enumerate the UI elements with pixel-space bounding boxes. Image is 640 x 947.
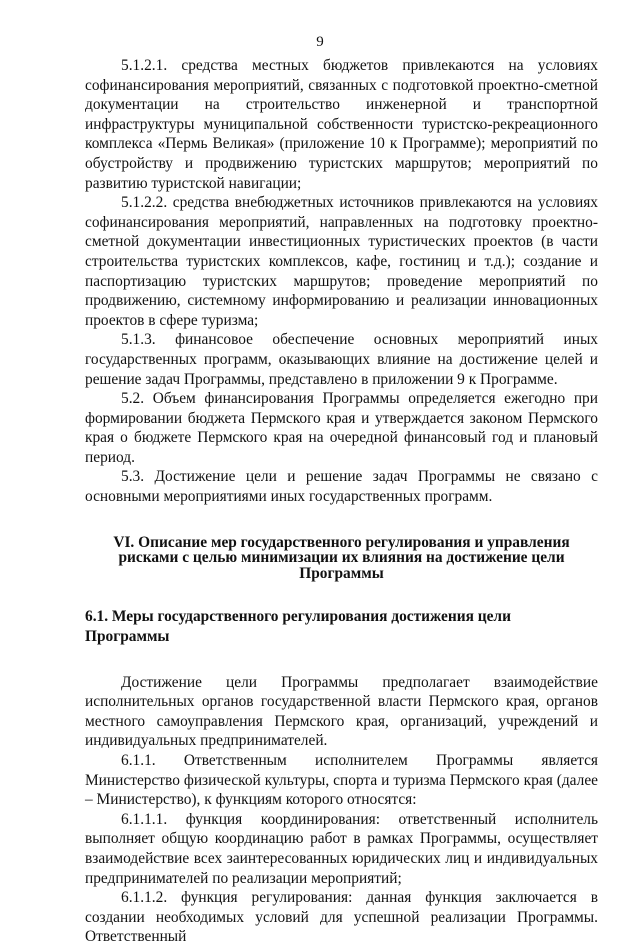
paragraph-intro: Достижение цели Программы предполагает взаимодействие исполнительных органов государственной власти Пермского края, органов местного самоуправления Пермского края, организаций, учреждений и индивидуальных предпринимателей. — [85, 673, 598, 750]
page-number: 9 — [316, 34, 324, 50]
paragraph-5-1-2-2: 5.1.2.2. средства внебюджетных источников привлекаются на условиях софинансирования мероприятий, направленных на подготовку проектно-сметной документации инвестиционных туристических проектов (в части строительства туристских комплексов, кафе, гостиниц и т.д.); создание и паспортизацию туристских маршрутов; проведение мероприятий по продвижению, системному информированию и реализации инновационных проектов в сфере туризма; — [85, 194, 598, 329]
paragraph-6-1-1-1: 6.1.1.1. функция координирования: ответственный исполнитель выполняет общую координацию работ в рамках Программы, осуществляет взаимодействие всех заинтересованных юридических лиц и индивидуальных предпринимателей по реализации мероприятий; — [85, 810, 598, 887]
section-title: VI. Описание мер государственного регулирования и управления рисками с целью минимизации их влияния на достижение цели Программы — [113, 533, 570, 582]
subsection-title: 6.1. Меры государственного регулирования достижения цели Программы — [85, 608, 511, 646]
paragraph-5-3: 5.3. Достижение цели и решение задач Программы не связано с основными мероприятиями иных государственных программ. — [85, 468, 598, 506]
paragraph-5-2: 5.2. Объем финансирования Программы определяется ежегодно при формировании бюджета Пермского края и утверждается законом Пермского края о бюджете Пермского края на очередной финансовый год и плановый период. — [85, 390, 598, 466]
paragraph-6-1-1-2: 6.1.1.2. функция регулирования: данная функция заключается в создании необходимых условий для успешной реализации Программы. Ответственный — [85, 889, 598, 946]
paragraph-6-1-1: 6.1.1. Ответственным исполнителем Программы является Министерство физической культуры, спорта и туризма Пермского края (далее – Министерство), к функциям которого относятся: — [85, 752, 598, 809]
document-body — [85, 56, 598, 947]
paragraph-5-1-2-1: 5.1.2.1. средства местных бюджетов привлекаются на условиях софинансирования мероприятий, связанных с подготовкой проектно-сметной документации на строительство инженерной и транспортной инфраструктуры муниципальной собственности туристско-рекреационного комплекса «Пермь Великая» (приложение 10 к Программе); мероприятий по обустройству и продвижению туристских маршрутов; мероприятий по развитию туристской навигации; — [85, 57, 598, 192]
paragraph-5-1-3: 5.1.3. финансовое обеспечение основных мероприятий иных государственных программ, оказывающих влияние на достижение целей и решение задач Программы, представлено в приложении 9 к Программе. — [85, 331, 598, 388]
